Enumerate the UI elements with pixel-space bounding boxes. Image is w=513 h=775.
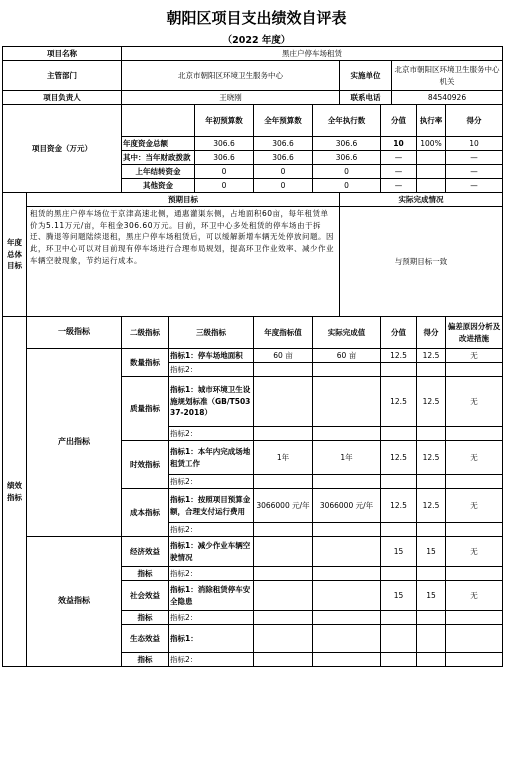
funds-cell: — [381, 151, 417, 165]
analysis-value: 无 [446, 349, 503, 363]
analysis-value: 无 [446, 441, 503, 475]
indicator-text: 指标2： [169, 363, 254, 377]
funds-cell: 0 [313, 179, 381, 193]
score-value: 15 [417, 537, 446, 567]
analysis-value: 无 [446, 537, 503, 567]
perf-header-score: 得分 [417, 317, 446, 349]
funds-cell: 306.6 [195, 137, 254, 151]
target-value: 3066000 元/年 [254, 489, 313, 523]
expected-goal-header: 预期目标 [27, 193, 340, 207]
funds-cell: — [381, 165, 417, 179]
self-evaluation-table [2, 46, 503, 667]
funds-row-label: 年度资金总额 [122, 137, 195, 151]
analysis-value: 无 [446, 581, 503, 611]
funds-cell: 0 [195, 179, 254, 193]
actual-value: 3066000 元/年 [313, 489, 381, 523]
dept-value: 北京市朝阳区环境卫生服务中心 [122, 61, 340, 91]
perf-header-score-max: 分值 [381, 317, 417, 349]
effect-indicators-label: 效益指标 [27, 537, 122, 667]
funds-cell [417, 165, 446, 179]
time-indicator-label: 时效指标 [122, 441, 169, 489]
funds-header-blank [122, 105, 195, 137]
funds-header-initial: 年初预算数 [195, 105, 254, 137]
perf-header-level3: 三级指标 [169, 317, 254, 349]
funds-header-annual: 全年预算数 [254, 105, 313, 137]
perf-header-analysis: 偏差原因分析及改进措施 [446, 317, 503, 349]
analysis-value: 无 [446, 377, 503, 427]
funds-label: 项目资金（万元） [3, 105, 122, 193]
funds-cell: 306.6 [313, 137, 381, 151]
funds-cell: 306.6 [313, 151, 381, 165]
score-max-value: 15 [381, 537, 417, 567]
cost-indicator-label: 成本指标 [122, 489, 169, 537]
leader-value: 王晓刚 [122, 91, 340, 105]
funds-cell: — [381, 179, 417, 193]
funds-cell: — [446, 179, 503, 193]
indicator-row-label: 指标 [122, 611, 169, 625]
perf-header-level2: 二级指标 [122, 317, 169, 349]
funds-cell: 100% [417, 137, 446, 151]
social-benefit-label: 社会效益 [122, 581, 169, 611]
score-value: 15 [417, 581, 446, 611]
analysis-value: 无 [446, 489, 503, 523]
indicator-text: 指标1：消除租赁停车安全隐患 [169, 581, 254, 611]
output-indicators-label: 产出指标 [27, 349, 122, 537]
funds-cell: — [446, 165, 503, 179]
phone-label: 联系电话 [340, 91, 392, 105]
funds-header-score-max: 分值 [381, 105, 417, 137]
leader-label: 项目负责人 [3, 91, 122, 105]
score-max-value: 12.5 [381, 489, 417, 523]
funds-cell: 0 [254, 179, 313, 193]
dept-label: 主管部门 [3, 61, 122, 91]
target-value: 1年 [254, 441, 313, 475]
quantity-indicator-label: 数量指标 [122, 349, 169, 377]
score-max-value: 15 [381, 581, 417, 611]
perf-header-level1: 一级指标 [27, 317, 122, 349]
funds-cell: 10 [446, 137, 503, 151]
funds-row-label: 上年结转资金 [122, 165, 195, 179]
indicator-text: 指标2： [169, 611, 254, 625]
score-value: 12.5 [417, 377, 446, 427]
project-name-label: 项目名称 [3, 47, 122, 61]
eco-benefit-label: 生态效益 [122, 625, 169, 653]
funds-header-rate: 执行率 [417, 105, 446, 137]
indicator-text: 指标1： [169, 625, 254, 653]
funds-cell [417, 179, 446, 193]
funds-cell: — [446, 151, 503, 165]
phone-value: 84540926 [392, 91, 503, 105]
funds-cell: 306.6 [254, 137, 313, 151]
expected-goal-text: 租赁的黑庄户停车场位于京津高速北侧，通惠灌渠东侧，占地面积60亩，每年租赁单价为5.11万元/亩，年租金306.60万元。目前，环卫中心多处租赁的停车场由于拆迁、腾退等问题陆续退租，黑庄户停车场租赁后，可以缓解新增车辆无处停放问题。因此，环卫中心可以对目前现有停车场进行合理布局规划，提高环卫作业效率、减少作业车辆空驶现象，节约运行成本。 [27, 207, 340, 317]
perf-label: 绩效指标 [3, 317, 27, 667]
unit-label: 实施单位 [340, 61, 392, 91]
score-max-value: 12.5 [381, 441, 417, 475]
indicator-text: 指标2： [169, 567, 254, 581]
funds-row-label: 其中：当年财政拨款 [122, 151, 195, 165]
indicator-row-label: 指标 [122, 567, 169, 581]
score-max-value: 12.5 [381, 377, 417, 427]
indicator-text: 指标2： [169, 427, 254, 441]
funds-cell: 306.6 [254, 151, 313, 165]
perf-header-target: 年度指标值 [254, 317, 313, 349]
funds-header-score: 得分 [446, 105, 503, 137]
funds-cell: 0 [313, 165, 381, 179]
indicator-text: 指标2： [169, 653, 254, 667]
indicator-text: 指标1：减少作业车辆空驶情况 [169, 537, 254, 567]
annual-goals-label: 年度总体目标 [3, 193, 27, 317]
funds-header-executed: 全年执行数 [313, 105, 381, 137]
target-value: 60 亩 [254, 349, 313, 363]
economic-benefit-label: 经济效益 [122, 537, 169, 567]
indicator-text: 指标2： [169, 475, 254, 489]
indicator-text: 指标1：停车场地面积 [169, 349, 254, 363]
actual-result-text: 与预期目标一致 [340, 207, 503, 317]
actual-value: 60 亩 [313, 349, 381, 363]
indicator-text: 指标1：按照项目预算金额，合理支付运行费用 [169, 489, 254, 523]
score-value: 12.5 [417, 349, 446, 363]
funds-row-label: 其他资金 [122, 179, 195, 193]
unit-value: 北京市朝阳区环境卫生服务中心机关 [392, 61, 503, 91]
actual-value: 1年 [313, 441, 381, 475]
actual-result-header: 实际完成情况 [340, 193, 503, 207]
funds-cell: 0 [195, 165, 254, 179]
indicator-row-label: 指标 [122, 653, 169, 667]
quality-indicator-label: 质量指标 [122, 377, 169, 441]
indicator-text: 指标2： [169, 523, 254, 537]
funds-cell: 0 [254, 165, 313, 179]
score-max-value: 12.5 [381, 349, 417, 363]
funds-cell: 306.6 [195, 151, 254, 165]
funds-cell [417, 151, 446, 165]
score-value: 12.5 [417, 489, 446, 523]
project-name-value: 黑庄户停车场租赁 [122, 47, 503, 61]
report-year: （2022 年度） [222, 35, 291, 46]
indicator-text: 指标1：本年内完成场地租赁工作 [169, 441, 254, 475]
score-value: 12.5 [417, 441, 446, 475]
perf-header-actual: 实际完成值 [313, 317, 381, 349]
indicator-text: 指标1：城市环境卫生设施规划标准（GB/T50337-2018） [169, 377, 254, 427]
funds-cell: 10 [381, 137, 417, 151]
page-title: 朝阳区项目支出绩效自评表 [166, 9, 347, 27]
